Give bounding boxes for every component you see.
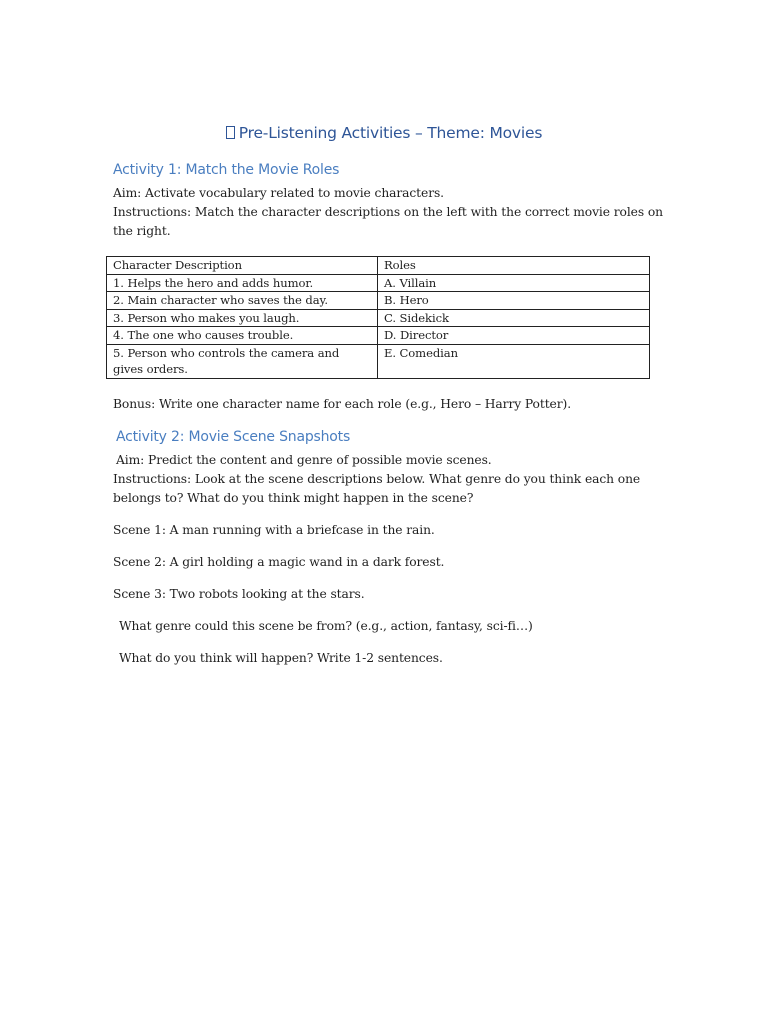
- activity1-heading: Activity 1: Match the Movie Roles: [113, 162, 340, 178]
- table-cell-role: C. Sidekick: [378, 309, 650, 327]
- table-header-row: [107, 257, 650, 275]
- activity1-bonus: Bonus: Write one character name for each role (e.g., Hero – Harry Potter).: [113, 397, 572, 411]
- activity2-instructions-line1: Instructions: Look at the scene descriptions below. What genre do you think each one: [113, 472, 641, 486]
- table-row: [107, 292, 650, 310]
- table-cell-role: E. Comedian: [378, 344, 650, 378]
- scene-2: Scene 2: A girl holding a magic wand in a dark forest.: [113, 555, 445, 569]
- table-cell-role: B. Hero: [378, 292, 650, 310]
- table-cell-description: [107, 344, 378, 378]
- unknown-glyph-icon: [226, 126, 235, 139]
- table-cell-description-line2: gives orders.: [113, 362, 188, 376]
- page-title-text: Pre-Listening Activities – Theme: Movies: [238, 124, 543, 142]
- activity2-aim: Aim: Predict the content and genre of possible movie scenes.: [116, 453, 492, 467]
- scene-1: Scene 1: A man running with a briefcase in the rain.: [113, 523, 435, 537]
- table-cell-description-line1: 5. Person who controls the camera and: [113, 345, 340, 360]
- page-title: [0, 124, 768, 142]
- activity1-instructions-line1: Instructions: Match the character descriptions on the left with the correct movie roles on: [113, 205, 663, 219]
- question-prediction: What do you think will happen? Write 1-2 sentences.: [119, 651, 443, 665]
- table-cell-role: D. Director: [378, 327, 650, 345]
- scene-3: Scene 3: Two robots looking at the stars.: [113, 587, 365, 601]
- table-header-roles: Roles: [378, 257, 650, 275]
- roles-matching-table: [106, 256, 650, 379]
- table-header-description: Character Description: [107, 257, 378, 275]
- table-cell-role: A. Villain: [378, 274, 650, 292]
- table-cell-description: 3. Person who makes you laugh.: [107, 309, 378, 327]
- question-genre: What genre could this scene be from? (e.g., action, fantasy, sci-fi…): [119, 619, 533, 633]
- table-row: [107, 274, 650, 292]
- activity1-instructions-line2: the right.: [113, 224, 171, 238]
- table-row: [107, 327, 650, 345]
- activity2-heading: Activity 2: Movie Scene Snapshots: [116, 429, 351, 445]
- table-row: [107, 309, 650, 327]
- table-cell-description: 2. Main character who saves the day.: [107, 292, 378, 310]
- table-cell-description: 4. The one who causes trouble.: [107, 327, 378, 345]
- table-row: [107, 344, 650, 378]
- activity2-instructions-line2: belongs to? What do you think might happen in the scene?: [113, 491, 474, 505]
- activity1-aim: Aim: Activate vocabulary related to movie characters.: [113, 186, 444, 200]
- table-cell-description: 1. Helps the hero and adds humor.: [107, 274, 378, 292]
